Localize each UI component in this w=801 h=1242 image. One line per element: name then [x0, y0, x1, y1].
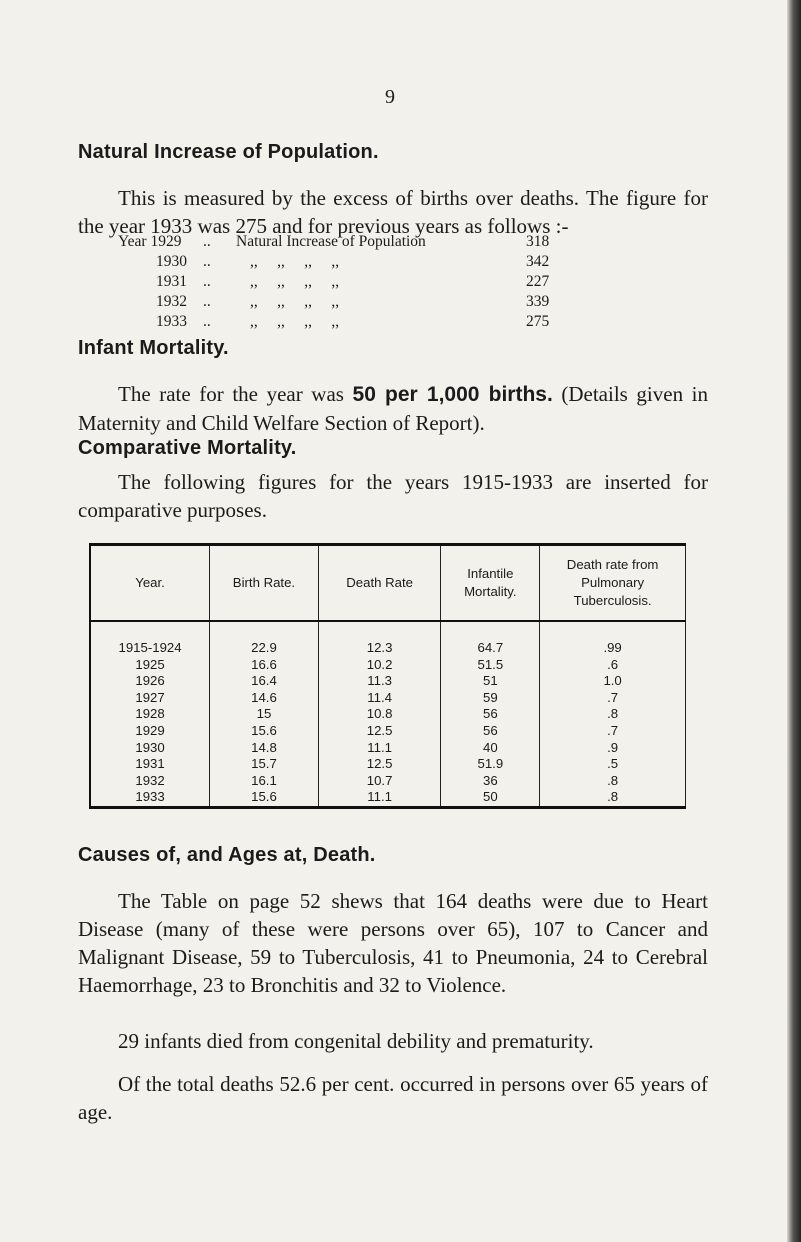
comparative-mortality-table — [89, 543, 686, 809]
cell-year: 1926 — [90, 673, 210, 690]
cell-birth-rate: 22.9 — [210, 621, 319, 657]
increase-year: 1933 — [156, 313, 187, 330]
increase-dots: .. — [203, 273, 211, 290]
header-death-rate: Death Rate — [318, 545, 441, 622]
cell-birth-rate: 15 — [210, 706, 319, 723]
cell-year: 1929 — [90, 723, 210, 740]
cell-death-rate: 10.8 — [318, 706, 441, 723]
comparative-mortality-heading: Comparative Mortality. — [78, 437, 297, 459]
cell-tuberculosis-rate: .8 — [540, 773, 686, 790]
increase-label: ,, ,, ,, ,, — [250, 253, 340, 270]
cell-death-rate: 11.3 — [318, 673, 441, 690]
increase-dots: .. — [203, 313, 211, 330]
cell-tuberculosis-rate: 1.0 — [540, 673, 686, 690]
cell-year: 1927 — [90, 690, 210, 707]
table-row — [90, 621, 686, 657]
cell-year: 1930 — [90, 740, 210, 757]
infant-rate: 50 per 1,000 births. — [352, 383, 553, 406]
infant-mortality-text — [78, 380, 708, 437]
cell-tuberculosis-rate: .5 — [540, 756, 686, 773]
table-row — [90, 789, 686, 807]
cell-infantile-mortality: 40 — [441, 740, 540, 757]
cell-infantile-mortality: 56 — [441, 706, 540, 723]
cell-infantile-mortality: 64.7 — [441, 621, 540, 657]
table-row — [90, 657, 686, 674]
page-number: 9 — [385, 86, 395, 108]
natural-increase-heading: Natural Increase of Population. — [78, 141, 379, 163]
cell-birth-rate: 16.6 — [210, 657, 319, 674]
cell-birth-rate: 16.1 — [210, 773, 319, 790]
cell-birth-rate: 14.8 — [210, 740, 319, 757]
cell-birth-rate: 15.6 — [210, 723, 319, 740]
increase-label: ,, ,, ,, ,, — [250, 313, 340, 330]
cell-year: 1925 — [90, 657, 210, 674]
cell-death-rate: 10.7 — [318, 773, 441, 790]
cell-tuberculosis-rate: .7 — [540, 690, 686, 707]
infant-mortality-heading: Infant Mortality. — [78, 337, 229, 359]
causes-paragraph-1: The Table on page 52 shews that 164 deaths were due to Heart Disease (many of these were persons over 65), 107 to Cancer and Malignant Disease, 59 to Tuberculosis, 41 to Pneumonia, 24 to Cerebral Haemorrhage, 23 to Bronchitis and 32 to Violence. — [78, 889, 708, 997]
cell-infantile-mortality: 51.9 — [441, 756, 540, 773]
cell-year: 1931 — [90, 756, 210, 773]
cell-death-rate: 12.5 — [318, 756, 441, 773]
cell-year: 1932 — [90, 773, 210, 790]
increase-value: 342 — [526, 253, 550, 270]
table-row — [90, 756, 686, 773]
cell-year: 1915-1924 — [90, 621, 210, 657]
header-infantile-mortality: Infantile Mortality. — [441, 545, 540, 622]
cell-birth-rate: 15.6 — [210, 789, 319, 807]
header-year: Year. — [90, 545, 210, 622]
increase-value: 318 — [526, 233, 550, 250]
cell-tuberculosis-rate: .8 — [540, 706, 686, 723]
cell-birth-rate: 15.7 — [210, 756, 319, 773]
cell-infantile-mortality: 56 — [441, 723, 540, 740]
increase-dots: .. — [203, 233, 211, 250]
increase-label: ,, ,, ,, ,, — [250, 273, 340, 290]
causes-heading: Causes of, and Ages at, Death. — [78, 844, 376, 866]
cell-birth-rate: 14.6 — [210, 690, 319, 707]
cell-infantile-mortality: 36 — [441, 773, 540, 790]
cell-death-rate: 11.4 — [318, 690, 441, 707]
cell-death-rate: 11.1 — [318, 740, 441, 757]
infant-text-after: (Details given in Maternity and Child Welfare Section of Report). — [78, 382, 708, 435]
table-header-row — [90, 545, 686, 622]
cell-year: 1933 — [90, 789, 210, 807]
cell-tuberculosis-rate: .7 — [540, 723, 686, 740]
header-tuberculosis-rate: Death rate from Pulmonary Tuberculosis. — [540, 545, 686, 622]
increase-label: Natural Increase of Population — [236, 233, 426, 250]
cell-infantile-mortality: 51 — [441, 673, 540, 690]
causes-paragraph-3: Of the total deaths 52.6 per cent. occurred in persons over 65 years of age. — [78, 1072, 708, 1124]
cell-tuberculosis-rate: .99 — [540, 621, 686, 657]
increase-year: 1931 — [156, 273, 187, 290]
cell-infantile-mortality: 50 — [441, 789, 540, 807]
table-row — [90, 740, 686, 757]
table-row — [90, 773, 686, 790]
increase-dots: .. — [203, 293, 211, 310]
table-row — [90, 723, 686, 740]
cell-death-rate: 11.1 — [318, 789, 441, 807]
cell-infantile-mortality: 51.5 — [441, 657, 540, 674]
increase-value: 339 — [526, 293, 550, 310]
cell-infantile-mortality: 59 — [441, 690, 540, 707]
cell-death-rate: 10.2 — [318, 657, 441, 674]
causes-paragraph-2: 29 infants died from congenital debility and prematurity. — [118, 1029, 594, 1053]
table-row — [90, 706, 686, 723]
cell-tuberculosis-rate: .9 — [540, 740, 686, 757]
increase-year: 1930 — [156, 253, 187, 270]
increase-year: Year 1929 — [118, 233, 182, 250]
header-birth-rate: Birth Rate. — [210, 545, 319, 622]
natural-increase-intro: This is measured by the excess of births over deaths. The figure for the year 1933 was 275 and for previous years as follows :- — [78, 186, 708, 238]
cell-year: 1928 — [90, 706, 210, 723]
infant-text-before: The rate for the year was — [118, 382, 353, 406]
increase-year: 1932 — [156, 293, 187, 310]
cell-birth-rate: 16.4 — [210, 673, 319, 690]
cell-death-rate: 12.3 — [318, 621, 441, 657]
table-row — [90, 673, 686, 690]
table-row — [90, 690, 686, 707]
cell-tuberculosis-rate: .6 — [540, 657, 686, 674]
increase-value: 275 — [526, 313, 550, 330]
increase-dots: .. — [203, 253, 211, 270]
page-edge-shadow — [787, 0, 801, 1242]
cell-tuberculosis-rate: .8 — [540, 789, 686, 807]
increase-label: ,, ,, ,, ,, — [250, 293, 340, 310]
comparative-intro: The following figures for the years 1915-1933 are inserted for comparative purposes. — [78, 470, 708, 522]
cell-death-rate: 12.5 — [318, 723, 441, 740]
increase-value: 227 — [526, 273, 550, 290]
